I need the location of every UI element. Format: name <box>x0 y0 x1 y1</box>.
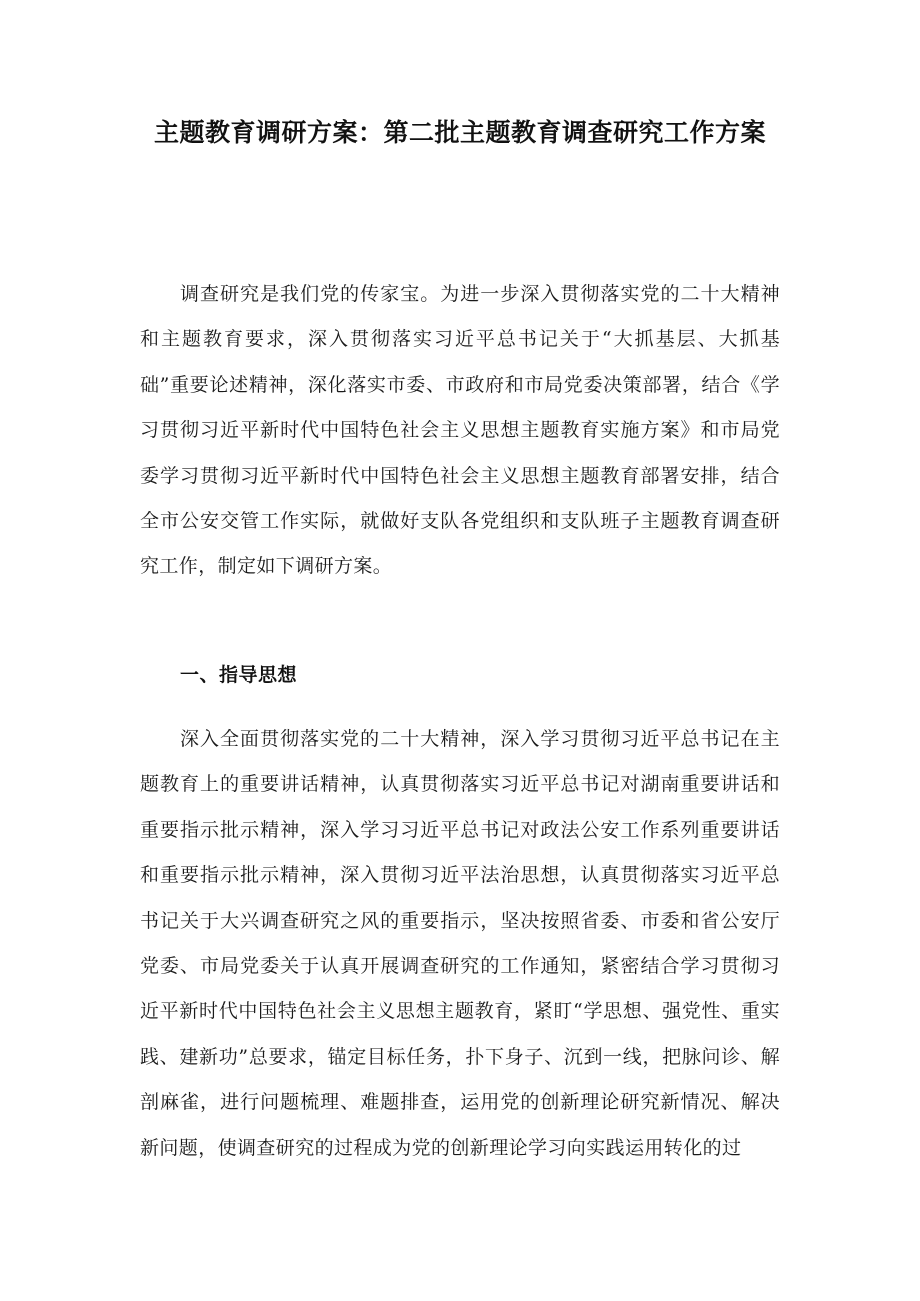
section-heading-guiding-ideology: 一、指导思想 <box>180 664 298 686</box>
intro-paragraph: 调查研究是我们党的传家宝。为进一步深入贯彻落实党的二十大精神和主题教育要求，深入贯彻落实习近平总书记关于“大抓基层、大抓基础”重要论述精神，深化落实市委、市政府和市局党委决策部署，结合《学习贯彻习近平新时代中国特色社会主义思想主题教育实施方案》和市局党委学习贯彻习近平新时代中国特色社会主义思想主题教育部署安排，结合全市公安交管工作实际，就做好支队各党组织和支队班子主题教育调查研究工作，制定如下调研方案。 <box>140 283 780 578</box>
guiding-ideology-paragraph: 深入全面贯彻落实党的二十大精神，深入学习贯彻习近平总书记在主题教育上的重要讲话精神，认真贯彻落实习近平总书记对湖南重要讲话和重要指示批示精神，深入学习习近平总书记对政法公安工作系列重要讲话和重要指示批示精神，深入贯彻习近平法治思想，认真贯彻落实习近平总书记关于大兴调查研究之风的重要指示，坚决按照省委、市委和省公安厅党委、市局党委关于认真开展调查研究的工作通知，紧密结合学习贯彻习近平新时代中国特色社会主义思想主题教育，紧盯“学思想、强党性、重实践、建新功”总要求，锚定目标任务，扑下身子、沉到一线，把脉问诊、解剖麻雀，进行问题梳理、难题排查，运用党的创新理论研究新情况、解决新问题，使调查研究的过程成为党的创新理论学习向实践运用转化的过 <box>140 728 780 1159</box>
document-title: 主题教育调研方案：第二批主题教育调查研究工作方案 <box>153 118 766 147</box>
